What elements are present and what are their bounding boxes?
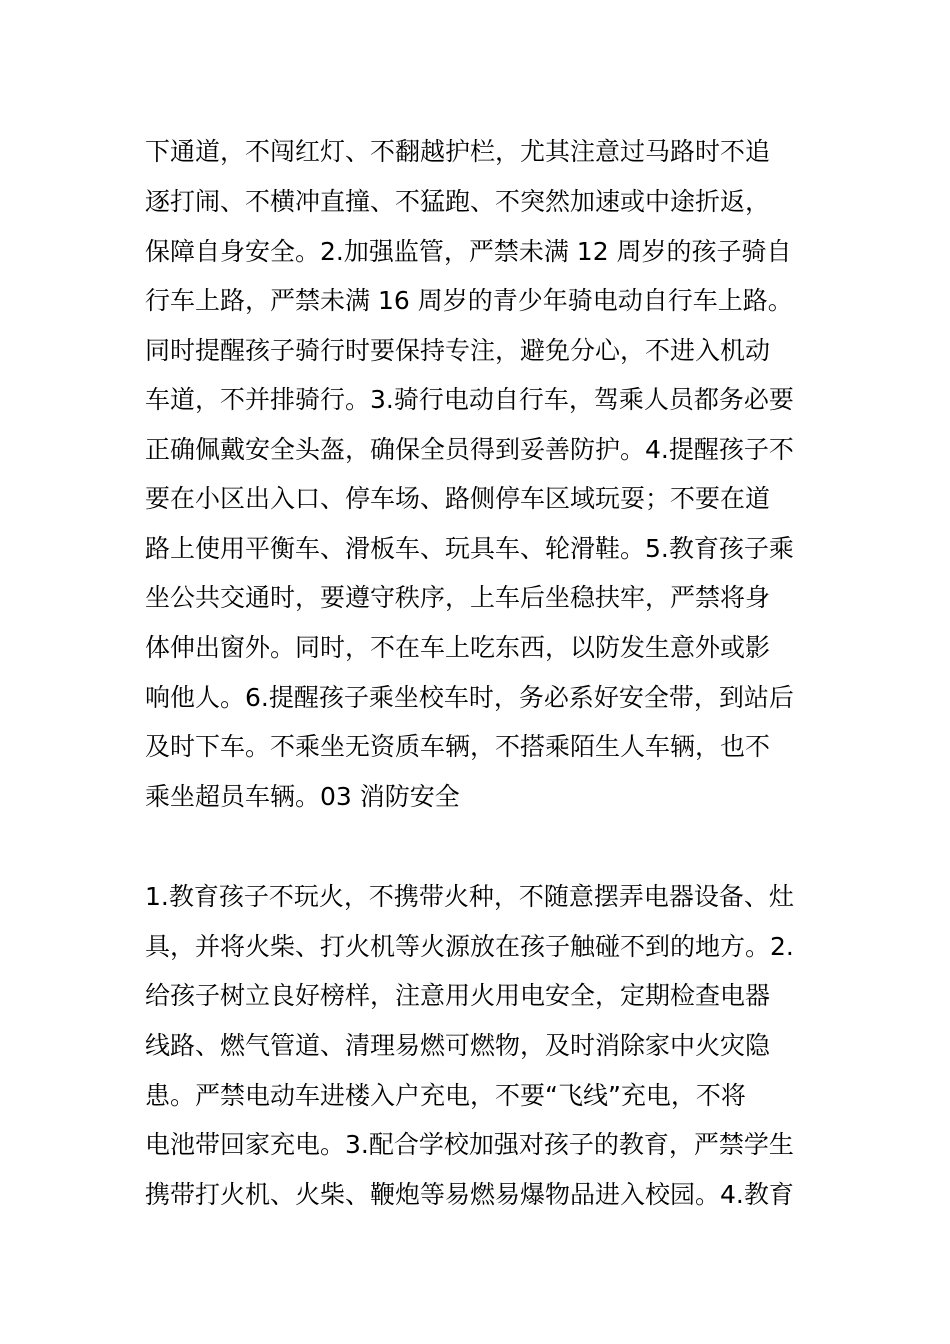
text-line: 下通道，不闯红灯、不翻越护栏，尤其注意过马路时不追 [145, 137, 771, 166]
text-line: 携带打火机、火柴、鞭炮等易燃易爆物品进入校园。4.教育 [145, 1180, 794, 1209]
text-line: 车道，不并排骑行。3.骑行电动自行车，驾乘人员都务必要 [145, 385, 794, 414]
text-line: 及时下车。不乘坐无资质车辆，不搭乘陌生人车辆，也不 [145, 732, 771, 761]
text-line: 具，并将火柴、打火机等火源放在孩子触碰不到的地方。2. [145, 932, 794, 961]
text-line: 路上使用平衡车、滑板车、玩具车、轮滑鞋。5.教育孩子乘 [145, 534, 794, 563]
text-line: 响他人。6.提醒孩子乘坐校车时，务必系好安全带，到站后 [145, 683, 794, 712]
text-line: 要在小区出入口、停车场、路侧停车区域玩耍；不要在道 [145, 484, 771, 513]
text-line: 1.教育孩子不玩火，不携带火种，不随意摆弄电器设备、灶 [145, 882, 794, 911]
text-line: 线路、燃气管道、清理易燃可燃物，及时消除家中火灾隐 [145, 1031, 771, 1060]
text-line: 保障自身安全。2.加强监管，严禁未满 12 周岁的孩子骑自 [145, 237, 792, 266]
text-line: 乘坐超员车辆。03 消防安全 [145, 782, 460, 811]
text-line: 患。严禁电动车进楼入户充电，不要“飞线”充电，不将 [145, 1081, 746, 1110]
text-line: 行车上路，严禁未满 16 周岁的青少年骑电动自行车上路。 [145, 286, 793, 315]
text-line: 电池带回家充电。3.配合学校加强对孩子的教育，严禁学生 [145, 1130, 794, 1159]
text-line: 正确佩戴安全头盔，确保全员得到妥善防护。4.提醒孩子不 [145, 435, 794, 464]
text-line: 逐打闹、不横冲直撞、不猛跑、不突然加速或中途折返， [145, 187, 771, 216]
text-line: 坐公共交通时，要遵守秩序，上车后坐稳扶牢，严禁将身 [145, 583, 771, 612]
text-line: 体伸出窗外。同时，不在车上吃东西，以防发生意外或影 [145, 633, 771, 662]
text-line: 同时提醒孩子骑行时要保持专注，避免分心，不进入机动 [145, 336, 771, 365]
text-line: 给孩子树立良好榜样，注意用火用电安全，定期检查电器 [145, 981, 771, 1010]
